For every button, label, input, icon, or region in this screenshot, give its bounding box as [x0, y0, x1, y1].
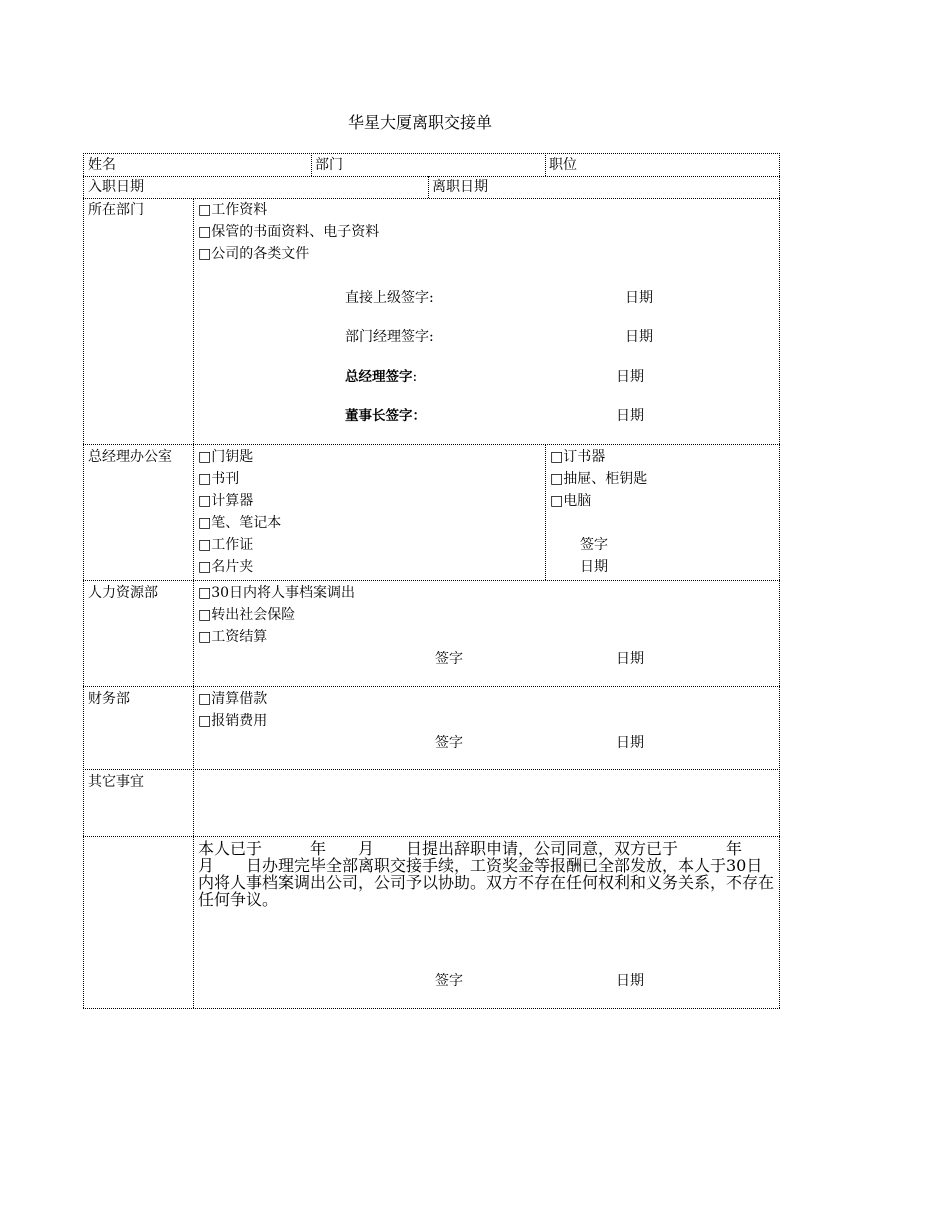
date-label: 日期 — [616, 973, 644, 989]
date-label: 日期 — [616, 369, 644, 385]
checklist-item[interactable]: □保管的书面资料、电子资料 — [198, 224, 380, 240]
table-line — [311, 153, 312, 176]
checklist-item[interactable]: □工资结算 — [198, 629, 268, 645]
sign-label: 签字 — [435, 651, 463, 667]
checklist-item[interactable]: □计算器 — [198, 493, 254, 509]
checklist-item[interactable]: □书刊 — [198, 471, 240, 487]
table-line — [779, 153, 780, 1008]
table-line — [83, 1008, 780, 1009]
position-label: 职位 — [549, 157, 577, 173]
checklist-item[interactable]: □抽屉、柜钥匙 — [550, 471, 648, 487]
table-line — [193, 198, 194, 1008]
leave-date-label: 离职日期 — [432, 179, 488, 195]
checklist-item[interactable]: □电脑 — [550, 493, 592, 509]
chairman-sign-label: 董事长签字： — [345, 408, 426, 424]
checklist-item[interactable]: □笔、笔记本 — [198, 515, 282, 531]
sign-label: 签字 — [580, 537, 608, 553]
checklist-item[interactable]: □公司的各类文件 — [198, 246, 310, 262]
table-line — [83, 769, 780, 770]
table-line — [83, 198, 780, 199]
supervisor-sign-label: 直接上级签字: — [345, 290, 434, 306]
gm-sign-text: 总经理签字 — [345, 369, 413, 385]
section-hr-label: 人力资源部 — [88, 585, 158, 601]
section-other-label: 其它事宜 — [88, 774, 144, 790]
manager-sign-label: 部门经理签字: — [345, 329, 434, 345]
checklist-item[interactable]: □30日内将人事档案调出 — [198, 585, 356, 601]
section-gm-office-label: 总经理办公室 — [88, 449, 172, 465]
table-line — [83, 580, 780, 581]
date-label: 日期 — [616, 735, 644, 751]
page-title: 华星大厦离职交接单 — [348, 113, 493, 132]
checklist-item[interactable]: □转出社会保险 — [198, 607, 296, 623]
date-label: 日期 — [580, 559, 608, 575]
date-label: 日期 — [616, 408, 644, 424]
table-line — [83, 836, 780, 837]
checklist-item[interactable]: □工作资料 — [198, 202, 268, 218]
table-line — [83, 153, 84, 1008]
table-line — [83, 176, 780, 177]
checklist-item[interactable]: □清算借款 — [198, 691, 268, 707]
table-line — [545, 153, 546, 176]
date-label: 日期 — [616, 651, 644, 667]
checklist-item[interactable]: □报销费用 — [198, 713, 268, 729]
resignation-statement: 本人已于 年 月 日提出辞职申请，公司同意，双方已于 年 月 日办理完毕全部离职交接手续，工资奖金等报酬已全部发放，本人于30日内将人事档案调出公司，公司予以协助。双方不存在任何权利和义务关系，不存在任何争议。 — [198, 839, 791, 909]
table-line — [83, 153, 780, 154]
table-line — [428, 176, 429, 198]
section-finance-label: 财务部 — [88, 691, 130, 707]
table-line — [83, 444, 780, 445]
checklist-item[interactable]: □门钥匙 — [198, 449, 254, 465]
gm-sign-colon: : — [412, 369, 418, 385]
dept-label: 部门 — [315, 157, 343, 173]
join-date-label: 入职日期 — [88, 179, 144, 195]
sign-label: 签字 — [435, 973, 463, 989]
date-label: 日期 — [625, 290, 653, 306]
checklist-item[interactable]: □名片夹 — [198, 559, 254, 575]
checklist-item[interactable]: □订书器 — [550, 449, 606, 465]
table-line — [545, 444, 546, 580]
date-label: 日期 — [625, 329, 653, 345]
checklist-item[interactable]: □工作证 — [198, 537, 254, 553]
sign-label: 签字 — [435, 735, 463, 751]
gm-sign-label — [345, 369, 417, 385]
table-line — [83, 686, 780, 687]
name-label: 姓名 — [88, 157, 116, 173]
section-dept-label: 所在部门 — [88, 202, 144, 218]
